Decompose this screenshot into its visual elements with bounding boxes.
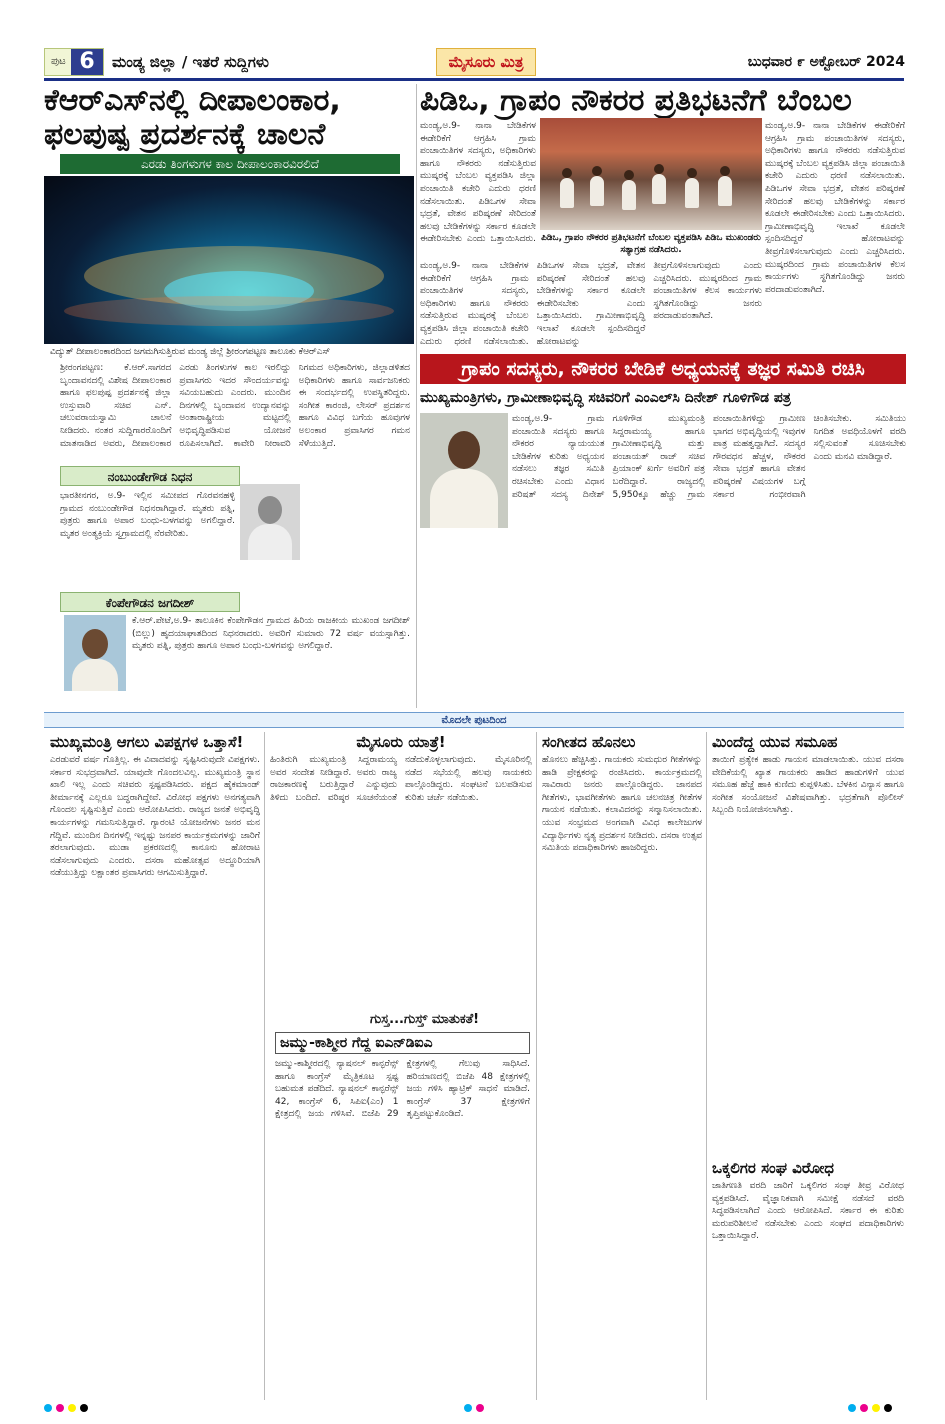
obituary1-photo (240, 484, 300, 560)
story2-body-right: ಮಂಡ್ಯ,ಅ.9- ನಾನಾ ಬೇಡಿಕೆಗಳ ಈಡೇರಿಕೆಗೆ ಆಗ್ರಹಿಸಿ ಗ್ರಾಮ ಪಂಚಾಯಿತಿಗಳ ಸದಸ್ಯರು, ಅಧಿಕಾರಿಗಳು ಹಾಗೂ ನೌಕರರು ನಡೆಸುತ್ತಿರುವ ಮುಷ್ಕರಕ್ಕೆ ಬೆಂಬಲ ವ್ಯಕ್ತಪಡಿಸಿ ಜಿಲ್ಲಾ ಪಂಚಾಯಿತಿ ಕಚೇರಿ ಎದುರು ಧರಣಿ ನಡೆಸಲಾಯಿತು. ಪಿಡಿಒಗಳ ಸೇವಾ ಭದ್ರತೆ, ವೇತನ ಪರಿಷ್ಕರಣೆ ಸೇರಿದಂತೆ ಹಲವು ಬೇಡಿಕೆಗಳನ್ನು ಸರ್ಕಾರ ಕೂಡಲೇ ಈಡೇರಿಸಬೇಕು ಎಂದು ಒತ್ತಾಯಿಸಿದರು. ಗ್ರಾಮೀಣಾಭಿವೃದ್ಧಿ ಇಲಾಖೆ ಕೂಡಲೇ ಸ್ಪಂದಿಸದಿದ್ದರೆ ಹೋರಾಟವನ್ನು ತೀವ್ರಗೊಳಿಸಲಾಗುವುದು ಎಂದು ಎಚ್ಚರಿಸಿದರು. ಮುಷ್ಕರದಿಂದ ಗ್ರಾಮ ಪಂಚಾಯಿತಿಗಳ ಕೆಲಸ ಕಾರ್ಯಗಳು ಸ್ಥಗಿತಗೊಂಡಿದ್ದು ಜನರು ಪರದಾಡುವಂತಾಗಿದೆ. (765, 121, 905, 295)
registration-mark-icon (860, 1404, 868, 1412)
registration-mark-icon (872, 1404, 880, 1412)
registration-mark-icon (476, 1404, 484, 1412)
registration-marks (44, 1404, 904, 1412)
issue-date: ಬುಧವಾರ ೯ ಅಕ್ಟೋಬರ್ 2024 (747, 54, 905, 70)
story2-body-bottom: ಮಂಡ್ಯ,ಅ.9- ನಾನಾ ಬೇಡಿಕೆಗಳ ಈಡೇರಿಕೆಗೆ ಆಗ್ರಹಿಸಿ ಗ್ರಾಮ ಪಂಚಾಯಿತಿಗಳ ಸದಸ್ಯರು, ಅಧಿಕಾರಿಗಳು ಹಾಗೂ ನೌಕರರು ನಡೆಸುತ್ತಿರುವ ಮುಷ್ಕರಕ್ಕೆ ಬೆಂಬಲ ವ್ಯಕ್ತಪಡಿಸಿ ಜಿಲ್ಲಾ ಪಂಚಾಯಿತಿ ಕಚೇರಿ ಎದುರು ಧರಣಿ ನಡೆಸಲಾಯಿತು. ಪಿಡಿಒಗಳ ಸೇವಾ ಭದ್ರತೆ, ವೇತನ ಪರಿಷ್ಕರಣೆ ಸೇರಿದಂತೆ ಹಲವು ಬೇಡಿಕೆಗಳನ್ನು ಸರ್ಕಾರ ಕೂಡಲೇ ಈಡೇರಿಸಬೇಕು ಎಂದು ಒತ್ತಾಯಿಸಿದರು. ಗ್ರಾಮೀಣಾಭಿವೃದ್ಧಿ ಇಲಾಖೆ ಕೂಡಲೇ ಸ್ಪಂದಿಸದಿದ್ದರೆ ಹೋರಾಟವನ್ನು ತೀವ್ರಗೊಳಿಸಲಾಗುವುದು ಎಂದು ಎಚ್ಚರಿಸಿದರು. ಮುಷ್ಕರದಿಂದ ಗ್ರಾಮ ಪಂಚಾಯಿತಿಗಳ ಕೆಲಸ ಕಾರ್ಯಗಳು ಸ್ಥಗಿತಗೊಂಡಿದ್ದು ಜನರು ಪರದಾಡುವಂತಾಗಿದೆ. (420, 261, 762, 347)
col2-body: ಹಿಂತಿರುಗಿ ಮುಖ್ಯಮಂತ್ರಿ ಸಿದ್ದರಾಮಯ್ಯ ಅವರ ಸಂದೇಶ ನೀಡಿದ್ದಾರೆ. ಅವರು ರಾಜ್ಯ ರಾಜಕಾರಣಕ್ಕೆ ಬರುತ್ತಿದ್ದಾರೆ ಎನ್ನುವುದು ತಿಳಿದು ಬಂದಿದೆ. ವರಿಷ್ಠರ ಸೂಚನೆಯಂತೆ ನಡೆದುಕೊಳ್ಳಲಾಗುವುದು. ಮೈಸೂರಿನಲ್ಲಿ ನಡೆದ ಸಭೆಯಲ್ಲಿ ಹಲವು ನಾಯಕರು ಪಾಲ್ಗೊಂಡಿದ್ದರು. ಸಂಘಟನೆ ಬಲಪಡಿಸುವ ಕುರಿತು ಚರ್ಚೆ ನಡೆಯಿತು. (270, 755, 532, 803)
registration-mark-icon (848, 1404, 856, 1412)
story2-body-left: ಮಂಡ್ಯ,ಅ.9- ನಾನಾ ಬೇಡಿಕೆಗಳ ಈಡೇರಿಕೆಗೆ ಆಗ್ರಹಿಸಿ ಗ್ರಾಮ ಪಂಚಾಯಿತಿಗಳ ಸದಸ್ಯರು, ಅಧಿಕಾರಿಗಳು ಹಾಗೂ ನೌಕರರು ನಡೆಸುತ್ತಿರುವ ಮುಷ್ಕರಕ್ಕೆ ಬೆಂಬಲ ವ್ಯಕ್ತಪಡಿಸಿ ಜಿಲ್ಲಾ ಪಂಚಾಯಿತಿ ಕಚೇರಿ ಎದುರು ಧರಣಿ ನಡೆಸಲಾಯಿತು. ಪಿಡಿಒಗಳ ಸೇವಾ ಭದ್ರತೆ, ವೇತನ ಪರಿಷ್ಕರಣೆ ಸೇರಿದಂತೆ ಹಲವು ಬೇಡಿಕೆಗಳನ್ನು ಸರ್ಕಾರ ಕೂಡಲೇ ಈಡೇರಿಸಬೇಕು ಎಂದು ಒತ್ತಾಯಿಸಿದರು. (420, 121, 536, 245)
registration-mark-icon (464, 1404, 472, 1412)
col2-box-body: ಜಮ್ಮು-ಕಾಶ್ಮೀರದಲ್ಲಿ ನ್ಯಾಷನಲ್ ಕಾನ್ಫರೆನ್ಸ್ ಹಾಗೂ ಕಾಂಗ್ರೆಸ್ ಮೈತ್ರಿಕೂಟ ಸ್ಪಷ್ಟ ಬಹುಮತ ಪಡೆದಿದೆ. ನ್ಯಾಷನಲ್ ಕಾನ್ಫರೆನ್ಸ್ 42, ಕಾಂಗ್ರೆಸ್ 6, ಸಿಪಿಐ(ಎಂ) 1 ಕ್ಷೇತ್ರದಲ್ಲಿ ಜಯ ಗಳಿಸಿವೆ. ಬಿಜೆಪಿ 29 ಕ್ಷೇತ್ರಗಳಲ್ಲಿ ಗೆಲುವು ಸಾಧಿಸಿದೆ. ಹರಿಯಾಣದಲ್ಲಿ ಬಿಜೆಪಿ 48 ಕ್ಷೇತ್ರಗಳಲ್ಲಿ ಜಯ ಗಳಿಸಿ ಹ್ಯಾಟ್ರಿಕ್ ಸಾಧನೆ ಮಾಡಿದೆ. ಕಾಂಗ್ರೆಸ್ 37 ಕ್ಷೇತ್ರಗಳಿಗೆ ತೃಪ್ತಿಪಟ್ಟುಕೊಂಡಿದೆ. (275, 1059, 530, 1120)
story2-headline: ಪಿಡಿಒ, ಗ್ರಾಪಂ ನೌಕರರ ಪ್ರತಿಭಟನೆಗೆ ಬೆಂಬಲ (420, 84, 852, 118)
col4-sub-body: ಜಾತಿಗಣತಿ ವರದಿ ಜಾರಿಗೆ ಒಕ್ಕಲಿಗರ ಸಂಘ ತೀವ್ರ ವಿರೋಧ ವ್ಯಕ್ತಪಡಿಸಿದೆ. ವೈಜ್ಞಾನಿಕವಾಗಿ ಸಮೀಕ್ಷೆ ನಡೆಸದೆ ವರದಿ ಸಿದ್ಧಪಡಿಸಲಾಗಿದೆ ಎಂದು ಆರೋಪಿಸಿದೆ. ಸರ್ಕಾರ ಈ ಕುರಿತು ಮರುಪರಿಶೀಲನೆ ನಡೆಸಬೇಕು ಎಂದು ಸಂಘದ ಪದಾಧಿಕಾರಿಗಳು ಒತ್ತಾಯಿಸಿದ್ದಾರೆ. (712, 1181, 904, 1242)
krs-illumination-photo (44, 176, 414, 344)
obituary1-title: ನಂಬುಂಡೇಗೌಡ ನಿಧನ (60, 466, 240, 486)
story1-caption: ವಿದ್ಯುತ್ ದೀಪಾಲಂಕಾರದಿಂದ ಜಗಮಗಿಸುತ್ತಿರುವ ಮಂಡ್ಯ ಜಿಲ್ಲೆ ಶ್ರೀರಂಗಪಟ್ಟಣ ತಾಲೂಕು ಕೆಆರ್‌ಎಸ್ (50, 347, 331, 357)
col2-box-headline: ಜಮ್ಮು-ಕಾಶ್ಮೀರ ಗೆದ್ದ ಐಎನ್‌ಡಿಐಎ (275, 1032, 530, 1054)
story3-subtitle: ಮುಖ್ಯಮಂತ್ರಿಗಳು, ಗ್ರಾಮೀಣಾಭಿವೃದ್ಧಿ ಸಚಿವರಿಗೆ ಎಂಎಲ್‌ಸಿ ದಿನೇಶ್ ಗೂಳಿಗೌಡ ಪತ್ರ (420, 390, 791, 406)
col4-subhead: ಒಕ್ಕಲಿಗರ ಸಂಘ ವಿರೋಧ (712, 1159, 834, 1177)
col4-headline: ಮಿಂದೆದ್ದ ಯುವ ಸಮೂಹ (712, 733, 838, 751)
dinesh-gooligowda-photo (420, 413, 508, 528)
registration-mark-icon (884, 1404, 892, 1412)
obituary2-title: ಕೆಂಪೇಗೌಡನ ಜಗದೀಶ್ (60, 592, 240, 612)
col3-body: ಹೊನಲು ಹೆಚ್ಚಿಸಿತ್ತು. ಗಾಯಕರು ಸುಮಧುರ ಗೀತೆಗಳನ್ನು ಹಾಡಿ ಪ್ರೇಕ್ಷಕರನ್ನು ರಂಜಿಸಿದರು. ಕಾರ್ಯಕ್ರಮದಲ್ಲಿ ಸಾವಿರಾರು ಜನರು ಪಾಲ್ಗೊಂಡಿದ್ದರು. ಜಾನಪದ ಗೀತೆಗಳು, ಭಾವಗೀತೆಗಳು ಹಾಗೂ ಚಲನಚಿತ್ರ ಗೀತೆಗಳ ಗಾಯನ ನಡೆಯಿತು. ಕಲಾವಿದರನ್ನು ಸನ್ಮಾನಿಸಲಾಯಿತು. ಯುವ ಸಂಭ್ರಮದ ಅಂಗವಾಗಿ ವಿವಿಧ ಕಾಲೇಜುಗಳ ವಿದ್ಯಾರ್ಥಿಗಳು ನೃತ್ಯ ಪ್ರದರ್ಶನ ನೀಡಿದರು. ದಸರಾ ಉತ್ಸವ ಸಮಿತಿಯ ಪದಾಧಿಕಾರಿಗಳು ಹಾಜರಿದ್ದರು. (542, 755, 702, 854)
story1-body: ಶ್ರೀರಂಗಪಟ್ಟಣ: ಕೆ.ಆರ್.ಸಾಗರದ ಬೃಂದಾವನದಲ್ಲಿ ವಿಶೇಷ ದೀಪಾಲಂಕಾರ ಹಾಗೂ ಫಲಪುಷ್ಪ ಪ್ರದರ್ಶನಕ್ಕೆ ಜಿಲ್ಲಾ ಉಸ್ತುವಾರಿ ಸಚಿವ ಎನ್. ಚಲುವರಾಯಸ್ವಾಮಿ ಚಾಲನೆ ನೀಡಿದರು. ನಂತರ ಸುದ್ದಿಗಾರರೊಂದಿಗೆ ಮಾತನಾಡಿದ ಅವರು, ದೀಪಾಲಂಕಾರ ಎರಡು ತಿಂಗಳುಗಳ ಕಾಲ ಇರಲಿದ್ದು ಪ್ರವಾಸಿಗರು ಇದರ ಸೌಂದರ್ಯವನ್ನು ಸವಿಯಬಹುದು ಎಂದರು. ಮುಂದಿನ ದಿನಗಳಲ್ಲಿ ಬೃಂದಾವನ ಉದ್ಯಾನವನ್ನು ಅಂತಾರಾಷ್ಟ್ರೀಯ ಮಟ್ಟದಲ್ಲಿ ಅಭಿವೃದ್ಧಿಪಡಿಸುವ ಯೋಜನೆ ರೂಪಿಸಲಾಗಿದೆ. ಕಾವೇರಿ ನೀರಾವರಿ ನಿಗಮದ ಅಧಿಕಾರಿಗಳು, ಜಿಲ್ಲಾಡಳಿತದ ಅಧಿಕಾರಿಗಳು ಹಾಗೂ ಸಾರ್ವಜನಿಕರು ಈ ಸಂದರ್ಭದಲ್ಲಿ ಉಪಸ್ಥಿತರಿದ್ದರು. ಸಂಗೀತ ಕಾರಂಜಿ, ಲೇಸರ್ ಪ್ರದರ್ಶನ ಹಾಗೂ ವಿವಿಧ ಬಗೆಯ ಹೂವುಗಳ ಅಲಂಕಾರ ಪ್ರವಾಸಿಗರ ಗಮನ ಸೆಳೆಯುತ್ತಿದೆ. (60, 363, 410, 449)
column-rule (706, 732, 707, 1400)
col2-headline: ಮೈಸೂರು ಯಾತ್ರೆ! (356, 733, 446, 751)
story1-headline: ಕೆಆರ್‌ಎಸ್‌ನಲ್ಲಿ ದೀಪಾಲಂಕಾರ, ಫಲಪುಷ್ಪ ಪ್ರದರ್ಶನಕ್ಕೆ ಚಾಲನೆ (44, 84, 341, 152)
continued-from-front-page: ಮೊದಲೇ ಪುಟದಿಂದ (44, 712, 904, 728)
protest-photo (540, 118, 762, 230)
registration-mark-icon (56, 1404, 64, 1412)
paper-name: ಮೈಸೂರು ಮಿತ್ರ (436, 48, 536, 76)
obituary1-body: ಭಾರತೀನಗರ, ಅ.9- ಇಲ್ಲಿನ ಸಮೀಪದ ಗೊರವನಹಳ್ಳಿ ಗ್ರಾಮದ ನಂಬುಂಡೇಗೌಡ ನಿಧನರಾಗಿದ್ದಾರೆ. ಮೃತರು ಪತ್ನಿ, ಪುತ್ರರು ಹಾಗೂ ಅಪಾರ ಬಂಧು-ಬಳಗವನ್ನು ಅಗಲಿದ್ದಾರೆ. ಮೃತರ ಅಂತ್ಯಕ್ರಿಯೆ ಸ್ವಗ್ರಾಮದಲ್ಲಿ ನೆರವೇರಿತು. (60, 491, 235, 539)
section-title: ಮಂಡ್ಯ ಜಿಲ್ಲಾ / ಇತರೆ ಸುದ್ದಿಗಳು (112, 53, 269, 71)
column-rule (416, 84, 417, 708)
col3-headline: ಸಂಗೀತದ ಹೊನಲು (542, 733, 636, 751)
story3-body: ಮಂಡ್ಯ,ಅ.9- ಗ್ರಾಮ ಪಂಚಾಯಿತಿ ಸದಸ್ಯರು ಹಾಗೂ ನೌಕರರ ನ್ಯಾಯಯುತ ಬೇಡಿಕೆಗಳ ಕುರಿತು ಅಧ್ಯಯನ ನಡೆಸಲು ತಜ್ಞರ ಸಮಿತಿ ರಚಿಸಬೇಕು ಎಂದು ವಿಧಾನ ಪರಿಷತ್ ಸದಸ್ಯ ದಿನೇಶ್ ಗೂಳಿಗೌಡ ಮುಖ್ಯಮಂತ್ರಿ ಸಿದ್ದರಾಮಯ್ಯ ಹಾಗೂ ಗ್ರಾಮೀಣಾಭಿವೃದ್ಧಿ ಮತ್ತು ಪಂಚಾಯತ್ ರಾಜ್ ಸಚಿವ ಪ್ರಿಯಾಂಕ್ ಖರ್ಗೆ ಅವರಿಗೆ ಪತ್ರ ಬರೆದಿದ್ದಾರೆ. ರಾಜ್ಯದಲ್ಲಿ 5,950ಕ್ಕೂ ಹೆಚ್ಚು ಗ್ರಾಮ ಪಂಚಾಯಿತಿಗಳಿದ್ದು ಗ್ರಾಮೀಣ ಭಾಗದ ಅಭಿವೃದ್ಧಿಯಲ್ಲಿ ಇವುಗಳ ಪಾತ್ರ ಮಹತ್ವದ್ದಾಗಿದೆ. ಸದಸ್ಯರ ಗೌರವಧನ ಹೆಚ್ಚಳ, ನೌಕರರ ಸೇವಾ ಭದ್ರತೆ ಹಾಗೂ ವೇತನ ಪರಿಷ್ಕರಣೆ ವಿಷಯಗಳ ಬಗ್ಗೆ ಸರ್ಕಾರ ಗಂಭೀರವಾಗಿ ಚಿಂತಿಸಬೇಕು. ಸಮಿತಿಯು ನಿಗದಿತ ಅವಧಿಯೊಳಗೆ ವರದಿ ಸಲ್ಲಿಸುವಂತೆ ಸೂಚಿಸಬೇಕು ಎಂದು ಮನವಿ ಮಾಡಿದ್ದಾರೆ. (512, 414, 906, 500)
column-rule (264, 732, 265, 1400)
registration-mark-icon (68, 1404, 76, 1412)
masthead-rule (44, 78, 904, 81)
col4-body: ತಾಯಿಗೆ ಪ್ರತ್ಯೇಕ ಹಾಡು ಗಾಯನ ಮಾಡಲಾಯಿತು. ಯುವ ದಸರಾ ವೇದಿಕೆಯಲ್ಲಿ ಖ್ಯಾತ ಗಾಯಕರು ಹಾಡಿದ ಹಾಡುಗಳಿಗೆ ಯುವ ಸಮೂಹ ಹೆಜ್ಜೆ ಹಾಕಿ ಕುಣಿದು ಕುಪ್ಪಳಿಸಿತು. ಬೆಳಕಿನ ವಿನ್ಯಾಸ ಹಾಗೂ ಸಂಗೀತ ಸಂಯೋಜನೆ ವಿಶೇಷವಾಗಿತ್ತು. ಭದ್ರತೆಗಾಗಿ ಪೊಲೀಸ್ ಸಿಬ್ಬಂದಿ ನಿಯೋಜಿಸಲಾಗಿತ್ತು. (712, 755, 904, 816)
column-rule (536, 732, 537, 1400)
page-number: 6 (71, 48, 103, 76)
registration-mark-icon (44, 1404, 52, 1412)
story3-headline: ಗ್ರಾಪಂ ಸದಸ್ಯರು, ನೌಕರರ ಬೇಡಿಕೆ ಅಧ್ಯಯನಕ್ಕೆ ತಜ್ಞರ ಸಮಿತಿ ರಚಿಸಿ (420, 354, 906, 384)
obituary2-photo (64, 615, 126, 691)
page-label: ಪುಟ (51, 56, 66, 67)
col1-body: ಎರಡುವರೆ ವರ್ಷ ಗೊತ್ತಿಲ್ಲ. ಈ ವಿವಾದವನ್ನು ಸೃಷ್ಟಿಸಿರುವುದೇ ವಿಪಕ್ಷಗಳು. ಸರ್ಕಾರ ಸುಭದ್ರವಾಗಿದೆ. ಯಾವುದೇ ಗೊಂದಲವಿಲ್ಲ. ಮುಖ್ಯಮಂತ್ರಿ ಸ್ಥಾನ ಖಾಲಿ ಇಲ್ಲ ಎಂದು ಸಚಿವರು ಸ್ಪಷ್ಟಪಡಿಸಿದರು. ಪಕ್ಷದ ಹೈಕಮಾಂಡ್ ತೀರ್ಮಾನಕ್ಕೆ ಎಲ್ಲರೂ ಬದ್ಧರಾಗಿದ್ದೇವೆ. ವಿರೋಧ ಪಕ್ಷಗಳು ಅನಗತ್ಯವಾಗಿ ಗೊಂದಲ ಸೃಷ್ಟಿಸುತ್ತಿವೆ ಎಂದು ಆರೋಪಿಸಿದರು. ರಾಜ್ಯದ ಜನತೆ ಅಭಿವೃದ್ಧಿ ಕಾರ್ಯಗಳನ್ನು ಗಮನಿಸುತ್ತಿದ್ದಾರೆ. ಗ್ಯಾರಂಟಿ ಯೋಜನೆಗಳು ಜನರ ಮನ ಗೆದ್ದಿವೆ. ಮುಂದಿನ ದಿನಗಳಲ್ಲಿ ಇನ್ನಷ್ಟು ಜನಪರ ಕಾರ್ಯಕ್ರಮಗಳನ್ನು ಜಾರಿಗೆ ತರಲಾಗುವುದು. ಮುಡಾ ಪ್ರಕರಣದಲ್ಲಿ ಕಾನೂನು ಹೋರಾಟ ನಡೆಸಲಾಗುವುದು ಎಂದರು. ದಸರಾ ಮಹೋತ್ಸವ ಅದ್ಧೂರಿಯಾಗಿ ನಡೆಯುತ್ತಿದ್ದು ಲಕ್ಷಾಂತರ ಪ್ರವಾಸಿಗರು ಆಗಮಿಸುತ್ತಿದ್ದಾರೆ. (50, 755, 260, 879)
col1-headline: ಮುಖ್ಯಮಂತ್ರಿ ಆಗಲು ವಿಪಕ್ಷಗಳ ಒತ್ತಾಸೆ! (50, 733, 244, 751)
col2-subhead: ಗುಸ್ತ...ಗುಸ್ತ್ ಮಾತುಕತೆ! (370, 1012, 480, 1027)
page-number-box (44, 48, 104, 76)
story2-caption: ಪಿಡಿಒ, ಗ್ರಾಪಂ ನೌಕರರ ಪ್ರತಿಭಟನೆಗೆ ಬೆಂಬಲ ವ್ಯಕ್ತಪಡಿಸಿ ಪಿಡಿಒ ಮುಖಂಡರು ಸತ್ಯಾಗ್ರಹ ನಡೆಸಿದರು. (541, 233, 761, 255)
registration-mark-icon (80, 1404, 88, 1412)
story1-subhead: ಎರಡು ತಿಂಗಳುಗಳ ಕಾಲ ದೀಪಾಲಂಕಾರವಿರಲಿದೆ (60, 154, 400, 174)
obituary2-body: ಕೆ.ಆರ್.ಪೇಟೆ,ಅ.9- ತಾಲೂಕಿನ ಕೆಂಪೇಗೌಡನ ಗ್ರಾಮದ ಹಿರಿಯ ರಾಜಕೀಯ ಮುಖಂಡ ಜಗದೀಶ್ (ಬಿಲ್ಲು) ಹೃದಯಾಘಾತದಿಂದ ನಿಧನರಾದರು. ಅವರಿಗೆ ಸುಮಾರು 72 ವರ್ಷ ವಯಸ್ಸಾಗಿತ್ತು. ಮೃತರು ಪತ್ನಿ, ಪುತ್ರರು ಹಾಗೂ ಅಪಾರ ಬಂಧು-ಬಳಗವನ್ನು ಅಗಲಿದ್ದಾರೆ. (132, 616, 410, 652)
